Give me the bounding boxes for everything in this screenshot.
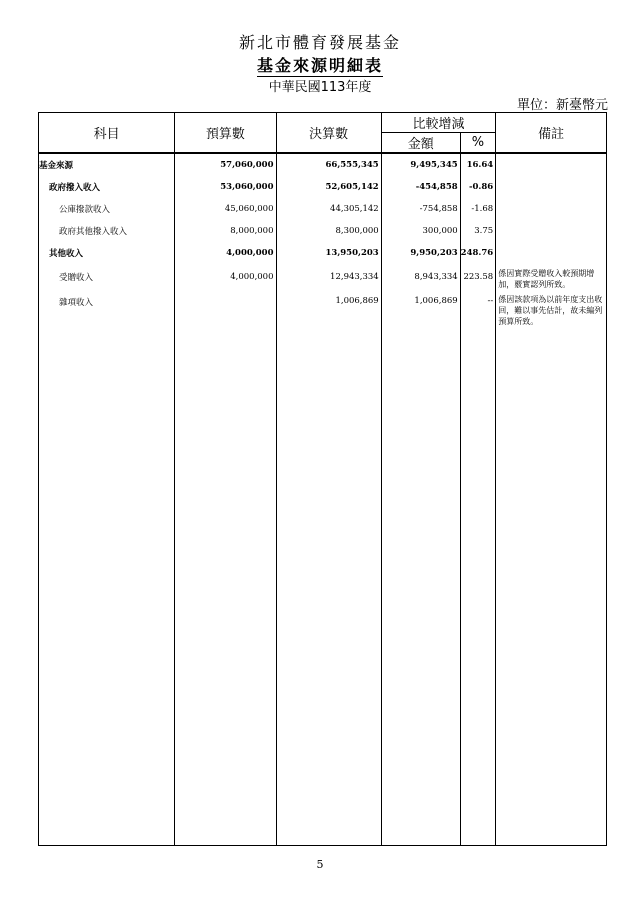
row-note [496, 242, 607, 264]
currency-unit: 單位：新臺幣元 [516, 98, 608, 113]
row-actual: 52,605,142 [276, 176, 381, 198]
table-row [39, 220, 607, 242]
row-budget [175, 290, 276, 327]
row-item: 政府其他撥入收入 [39, 220, 175, 242]
row-amount: 9,495,345 [381, 153, 460, 176]
row-note [496, 220, 607, 242]
header-note: 備註 [496, 113, 607, 154]
row-item: 公庫撥款收入 [39, 198, 175, 220]
header-actual: 決算數 [276, 113, 381, 154]
report-title [0, 53, 640, 76]
row-budget: 4,000,000 [175, 264, 276, 290]
header-amount: 金額 [381, 133, 460, 154]
row-amount: -454,858 [381, 176, 460, 198]
header-budget: 預算數 [175, 113, 276, 154]
report-title-text: 基金來源明細表 [256, 56, 383, 75]
table-filler-row [39, 327, 607, 846]
row-amount: -754,858 [381, 198, 460, 220]
row-item: 其他收入 [39, 242, 175, 264]
row-actual: 8,300,000 [276, 220, 381, 242]
table-row [39, 153, 607, 176]
row-actual: 1,006,869 [276, 290, 381, 327]
row-percent: -1.68 [460, 198, 496, 220]
table-row [39, 176, 607, 198]
table-row [39, 242, 607, 264]
row-item: 政府撥入收入 [39, 176, 175, 198]
row-percent: -- [460, 290, 496, 327]
fiscal-year: 中華民國113年度 [268, 80, 372, 95]
row-actual: 13,950,203 [276, 242, 381, 264]
row-amount: 300,000 [381, 220, 460, 242]
page-number: 5 [316, 858, 324, 871]
header-percent: % [460, 133, 496, 154]
row-item: 基金來源 [39, 153, 175, 176]
row-note [496, 198, 607, 220]
header-compare: 比較增減 [381, 113, 495, 133]
row-note [496, 153, 607, 176]
row-amount: 9,950,203 [381, 242, 460, 264]
row-note: 係因實際受贈收入較預期增加，覈實認列所致。 [496, 264, 607, 290]
row-percent: 248.76 [460, 242, 496, 264]
row-item: 雜項收入 [39, 290, 175, 327]
row-percent: 3.75 [460, 220, 496, 242]
row-percent: -0.86 [460, 176, 496, 198]
row-budget: 4,000,000 [175, 242, 276, 264]
table-row [39, 198, 607, 220]
table-row [39, 290, 607, 327]
row-actual: 44,305,142 [276, 198, 381, 220]
fund-source-table [38, 112, 607, 846]
table-row [39, 264, 607, 290]
row-actual: 66,555,345 [276, 153, 381, 176]
row-note [496, 176, 607, 198]
row-note: 係因該款項為以前年度支出收回，難以事先估計，故未編列預算所致。 [496, 290, 607, 327]
header-item: 科目 [39, 113, 175, 154]
row-amount: 1,006,869 [381, 290, 460, 327]
row-budget: 57,060,000 [175, 153, 276, 176]
row-budget: 8,000,000 [175, 220, 276, 242]
row-budget: 45,060,000 [175, 198, 276, 220]
row-percent: 223.58 [460, 264, 496, 290]
row-percent: 16.64 [460, 153, 496, 176]
row-amount: 8,943,334 [381, 264, 460, 290]
organization-name: 新北市體育發展基金 [238, 33, 401, 52]
row-item: 受贈收入 [39, 264, 175, 290]
row-budget: 53,060,000 [175, 176, 276, 198]
row-actual: 12,943,334 [276, 264, 381, 290]
